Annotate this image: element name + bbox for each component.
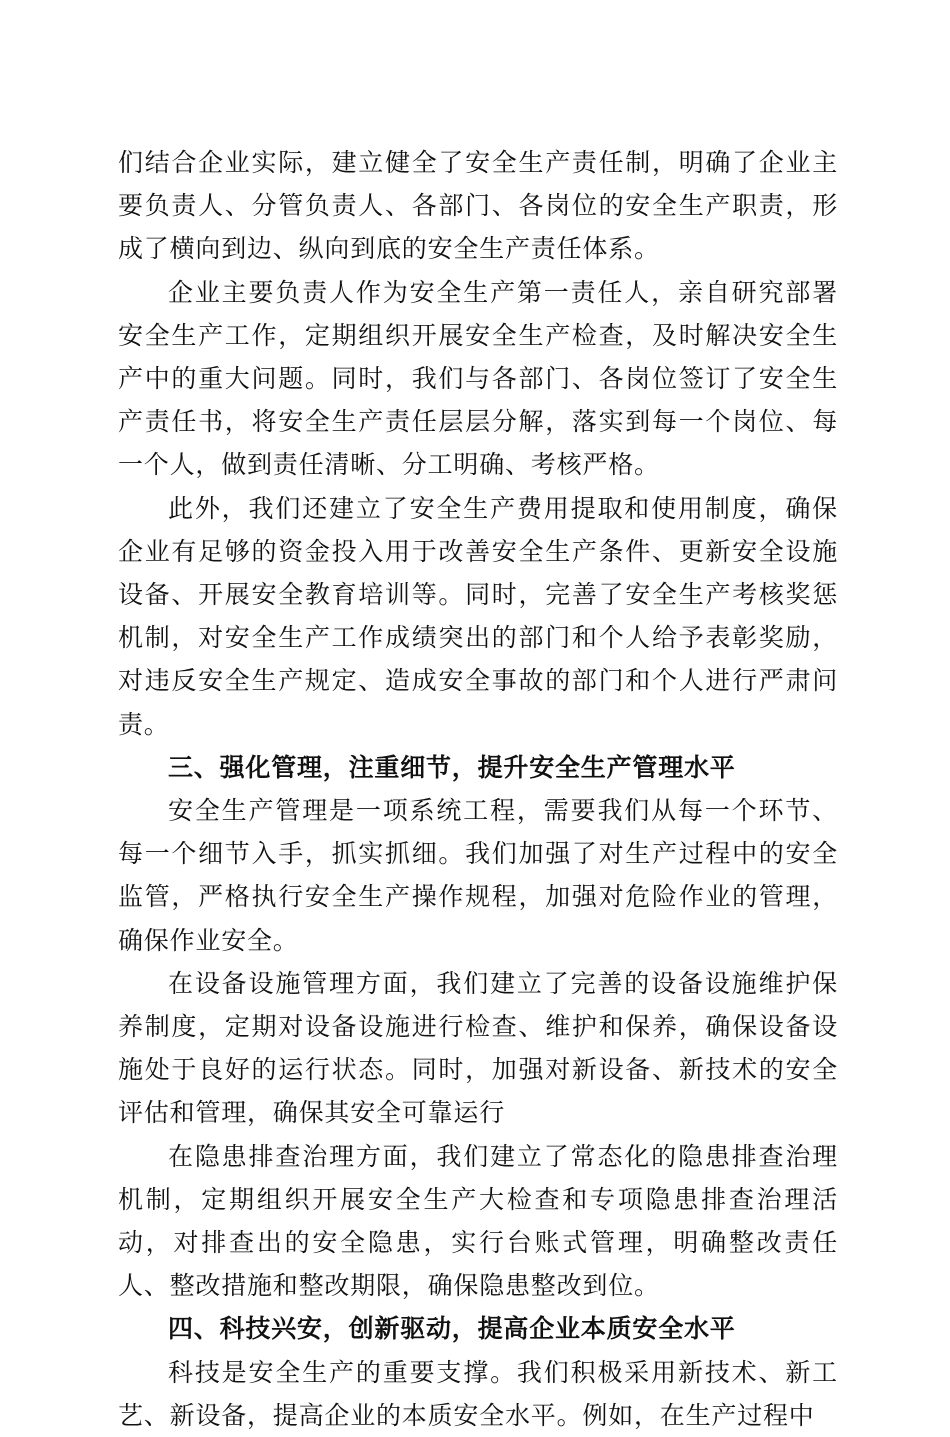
paragraph-safety-funding: 此外，我们还建立了安全生产费用提取和使用制度，确保企业有足够的资金投入用于改善安全生产条件、更新安全设施设备、开展安全教育培训等。同时，完善了安全生产考核奖惩机制，对安全生产工作成绩突出的部门和个人给予表彰奖励，对违反安全生产规定、造成安全事故的部门和个人进行严肃问责。	[118, 493, 838, 739]
document-body	[118, 141, 838, 1437]
paragraph-leader-responsibility: 企业主要负责人作为安全生产第一责任人，亲自研究部署安全生产工作，定期组织开展安全生产检查，及时解决安全生产中的重大问题。同时，我们与各部门、各岗位签订了安全生产责任书，将安全生产责任层层分解，落实到每一个岗位、每一个人，做到责任清晰、分工明确、考核严格。	[118, 277, 838, 480]
paragraph-equipment-management: 在设备设施管理方面，我们建立了完善的设备设施维护保养制度，定期对设备设施进行检查、维护和保养，确保设备设施处于良好的运行状态。同时，加强对新设备、新技术的安全评估和管理，确保其安全可靠运行	[118, 968, 838, 1128]
paragraph-responsibility-system: 们结合企业实际，建立健全了安全生产责任制，明确了企业主要负责人、分管负责人、各部门、各岗位的安全生产职责，形成了横向到边、纵向到底的安全生产责任体系。	[118, 148, 838, 264]
paragraph-technology-support: 科技是安全生产的重要支撑。我们积极采用新技术、新工艺、新设备，提高企业的本质安全水平。例如，在生产过程中	[118, 1357, 838, 1430]
paragraph-hazard-inspection: 在隐患排查治理方面，我们建立了常态化的隐患排查治理机制，定期组织开展安全生产大检查和专项隐患排查治理活动，对排查出的安全隐患，实行台账式管理，明确整改责任人、整改措施和整改期限，确保隐患整改到位。	[118, 1141, 838, 1301]
paragraph-management-overview: 安全生产管理是一项系统工程，需要我们从每一个环节、每一个细节入手，抓实抓细。我们加强了对生产过程中的安全监管，严格执行安全生产操作规程，加强对危险作业的管理，确保作业安全。	[118, 796, 838, 955]
section-heading-4: 四、科技兴安，创新驱动，提高企业本质安全水平	[168, 1314, 736, 1344]
section-heading-3: 三、强化管理，注重细节，提升安全生产管理水平	[168, 752, 736, 782]
